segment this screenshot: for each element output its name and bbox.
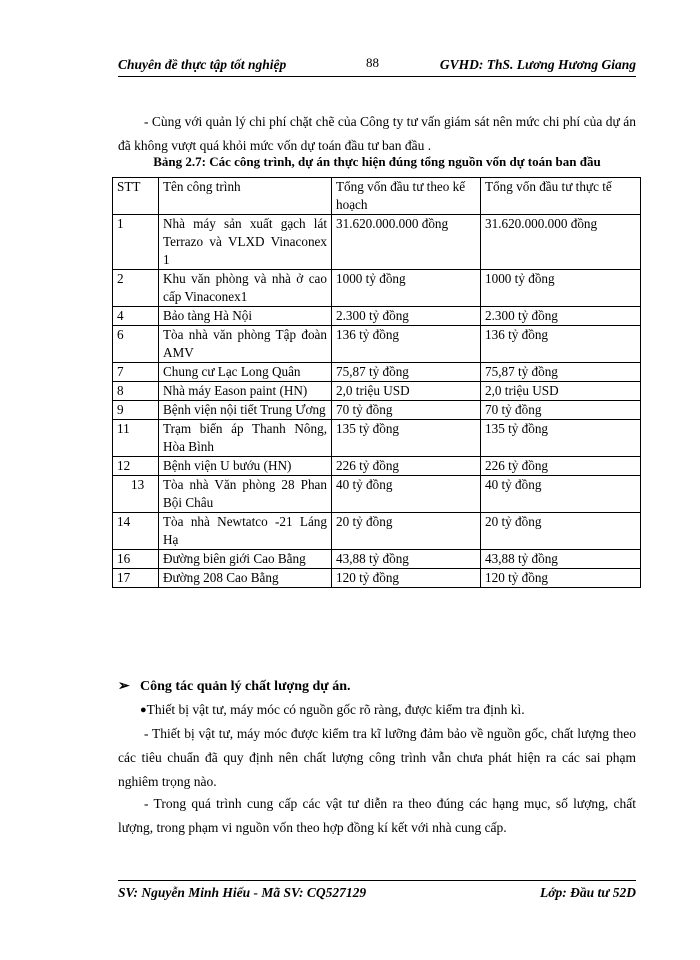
table-row — [113, 513, 641, 550]
cell-planned: 31.620.000.000 đồng — [332, 215, 481, 270]
cell-actual: 43,88 tỷ đồng — [481, 550, 641, 569]
cell-stt: 16 — [113, 550, 159, 569]
cell-planned: 120 tỷ đồng — [332, 569, 481, 588]
col-header-name: Tên công trình — [159, 178, 332, 215]
header-title: Chuyên đề thực tập tốt nghiệp — [118, 57, 287, 72]
header-supervisor: GVHD: ThS. Lương Hương Giang — [439, 57, 636, 72]
cell-actual: 1000 tỷ đồng — [481, 270, 641, 307]
table-row — [113, 550, 641, 569]
cell-planned: 2.300 tỷ đồng — [332, 307, 481, 326]
header-divider — [118, 76, 636, 77]
cell-stt: 2 — [113, 270, 159, 307]
cell-name: Chung cư Lạc Long Quân — [159, 363, 332, 382]
intro-paragraph: - Cùng với quản lý chi phí chặt chẽ của Công ty tư vấn giám sát nên mức chi phí của dự án đã không vượt quá khỏi mức vốn dự toán đầu tư ban đầu . — [118, 114, 636, 153]
table-row — [113, 363, 641, 382]
cell-actual: 226 tỷ đồng — [481, 457, 641, 476]
cell-actual: 75,87 tỷ đồng — [481, 363, 641, 382]
cell-actual: 2.300 tỷ đồng — [481, 307, 641, 326]
col-header-actual: Tổng vốn đầu tư thực tế — [481, 178, 641, 215]
cell-stt: 4 — [113, 307, 159, 326]
cell-name: Tòa nhà văn phòng Tập đoàn AMV — [159, 326, 332, 363]
cell-stt: 17 — [113, 569, 159, 588]
quality-paragraph-2: - Trong quá trình cung cấp các vật tư diễn ra theo đúng các hạng mục, số lượng, chất lượng, trong phạm vi nguồn vốn theo hợp đồng kí kết với nhà cung cấp. — [118, 796, 636, 835]
table-row — [113, 307, 641, 326]
table-header-row — [113, 178, 641, 215]
cell-actual: 136 tỷ đồng — [481, 326, 641, 363]
table-row — [113, 326, 641, 363]
bullet-item — [118, 698, 636, 722]
cell-stt: 6 — [113, 326, 159, 363]
cell-planned: 136 tỷ đồng — [332, 326, 481, 363]
cell-actual: 31.620.000.000 đồng — [481, 215, 641, 270]
table-row — [113, 215, 641, 270]
quality-paragraph-1: - Thiết bị vật tư, máy móc được kiểm tra kĩ lưỡng đảm bảo về nguồn gốc, chất lượng theo các tiêu chuẩn đã quy định nên chất lượng công trình vẫn chưa phát hiện ra các sai phạm nghiêm trọng nào. — [118, 726, 636, 789]
table-row — [113, 420, 641, 457]
cell-actual: 70 tỷ đồng — [481, 401, 641, 420]
cell-stt: 14 — [113, 513, 159, 550]
table-row — [113, 569, 641, 588]
table-row — [113, 457, 641, 476]
footer-divider — [118, 880, 636, 881]
footer-student: SV: Nguyễn Minh Hiếu - Mã SV: CQ527129 — [118, 885, 367, 900]
cell-planned: 70 tỷ đồng — [332, 401, 481, 420]
cell-planned: 1000 tỷ đồng — [332, 270, 481, 307]
cell-actual: 120 tỷ đồng — [481, 569, 641, 588]
arrow-bullet-icon: ➢ — [118, 679, 130, 694]
cell-planned: 226 tỷ đồng — [332, 457, 481, 476]
section-heading — [118, 678, 351, 695]
cell-stt: 8 — [113, 382, 159, 401]
cell-planned: 135 tỷ đồng — [332, 420, 481, 457]
cell-actual: 2,0 triệu USD — [481, 382, 641, 401]
cell-actual: 20 tỷ đồng — [481, 513, 641, 550]
cell-name: Nhà máy Eason paint (HN) — [159, 382, 332, 401]
cell-stt: 1 — [113, 215, 159, 270]
cell-planned: 43,88 tỷ đồng — [332, 550, 481, 569]
cell-planned: 75,87 tỷ đồng — [332, 363, 481, 382]
cell-name: Khu văn phòng và nhà ở cao cấp Vinaconex1 — [159, 270, 332, 307]
cell-stt: 13 — [113, 476, 159, 513]
round-bullet-icon: ● — [140, 704, 147, 716]
cell-name: Trạm biến áp Thanh Nông, Hòa Bình — [159, 420, 332, 457]
table-row — [113, 476, 641, 513]
table-caption: Bảng 2.7: Các công trình, dự án thực hiện đúng tổng nguồn vốn dự toán ban đầu — [153, 154, 601, 169]
cell-stt: 9 — [113, 401, 159, 420]
cell-planned: 40 tỷ đồng — [332, 476, 481, 513]
budget-table — [112, 177, 641, 588]
cell-actual: 40 tỷ đồng — [481, 476, 641, 513]
cell-name: Đường biên giới Cao Bằng — [159, 550, 332, 569]
cell-stt: 7 — [113, 363, 159, 382]
page-header — [118, 55, 636, 75]
section-title: Công tác quản lý chất lượng dự án. — [140, 679, 351, 694]
table-row — [113, 382, 641, 401]
page-number: 88 — [366, 55, 379, 70]
table-row — [113, 270, 641, 307]
cell-name: Tòa nhà Văn phòng 28 Phan Bội Châu — [159, 476, 332, 513]
cell-name: Đường 208 Cao Bằng — [159, 569, 332, 588]
cell-name: Tòa nhà Newtatco -21 Láng Hạ — [159, 513, 332, 550]
col-header-stt: STT — [113, 178, 159, 215]
cell-actual: 135 tỷ đồng — [481, 420, 641, 457]
bullet-text: Thiết bị vật tư, máy móc có nguồn gốc rõ ràng, được kiểm tra định kì. — [146, 702, 525, 717]
cell-name: Bệnh viện nội tiết Trung Ương — [159, 401, 332, 420]
cell-planned: 20 tỷ đồng — [332, 513, 481, 550]
cell-stt: 12 — [113, 457, 159, 476]
cell-name: Bệnh viện U bướu (HN) — [159, 457, 332, 476]
col-header-planned: Tổng vốn đầu tư theo kế hoạch — [332, 178, 481, 215]
table-row — [113, 401, 641, 420]
cell-name: Nhà máy sản xuất gạch lát Terrazo và VLXD Vinaconex 1 — [159, 215, 332, 270]
cell-name: Bảo tàng Hà Nội — [159, 307, 332, 326]
cell-stt: 11 — [113, 420, 159, 457]
cell-planned: 2,0 triệu USD — [332, 382, 481, 401]
footer-class: Lớp: Đầu tư 52D — [540, 885, 636, 900]
